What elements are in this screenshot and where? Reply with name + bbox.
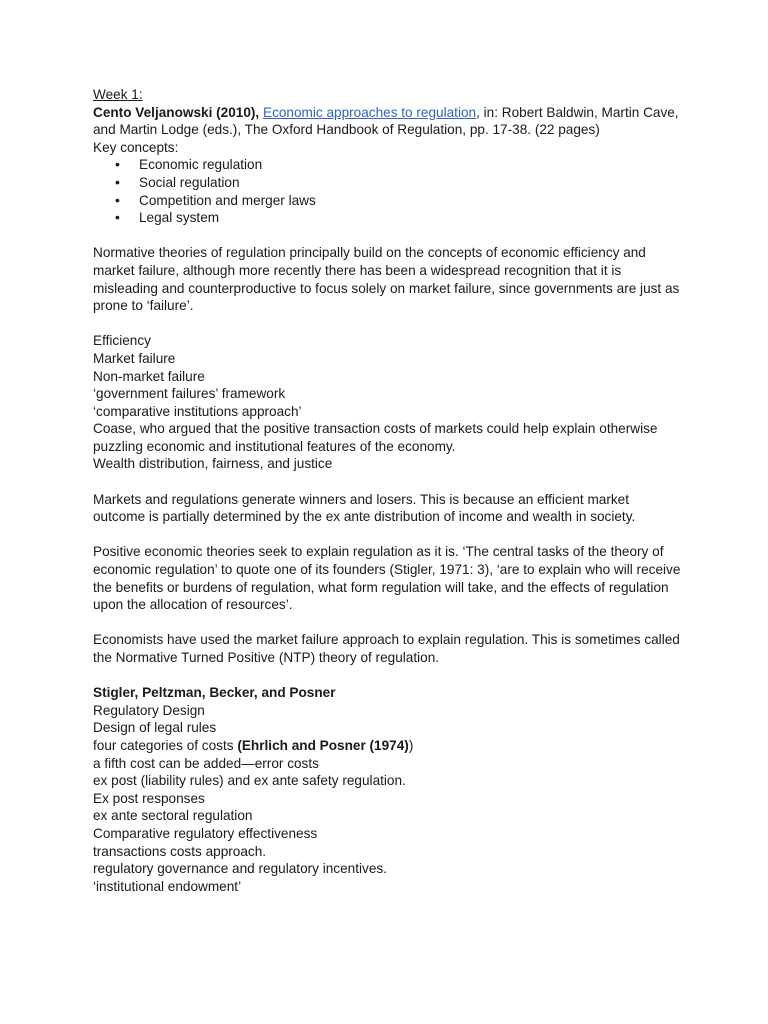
section-line: Comparative regulatory effectiveness: [93, 825, 318, 841]
section-heading: [93, 684, 683, 702]
section-heading-text: Stigler, Peltzman, Becker, and Posner: [93, 685, 336, 701]
spacer: [93, 315, 683, 333]
week-label: Week 1:: [93, 87, 143, 102]
section-line: ex post (liability rules) and ex ante safety regulation.: [93, 773, 406, 789]
section-line-four-categories: [93, 737, 683, 755]
section-line: ‘institutional endowment’: [93, 878, 242, 894]
term-line: Wealth distribution, fairness, and justice: [93, 456, 333, 472]
spacer: [93, 667, 683, 685]
term-line: Efficiency: [93, 333, 151, 349]
section-line: regulatory governance and regulatory incentives.: [93, 861, 387, 877]
four-categories-citation: (Ehrlich and Posner (1974): [237, 737, 409, 753]
key-concept-item: • Economic regulation: [115, 156, 683, 174]
four-categories-suffix: ): [408, 737, 414, 753]
section-line: Ex post responses: [93, 790, 205, 806]
citation-author-year: Cento Veljanowski (2010),: [93, 104, 260, 120]
paragraph-winners-losers: Markets and regulations generate winners and losers. This is because an efficient market outcome is partially determined by the ex ante distribution of income and wealth in society.: [93, 491, 636, 525]
spacer: [93, 526, 683, 544]
terms-block: [93, 332, 683, 473]
key-concepts-list: [93, 156, 683, 226]
key-concepts-label: Key concepts:: [93, 139, 179, 155]
term-line: ‘government failures’ framework: [93, 386, 286, 402]
paragraph-normative-theories: Normative theories of regulation principally build on the concepts of economic efficiency and market failure, although more recently there has been a widespread recognition that it is misleading and counterproductive to focus solely on market failure, since governments are just as prone to ‘failure’.: [93, 245, 680, 314]
section-line: a fifth cost can be added—error costs: [93, 755, 319, 771]
section-line: Regulatory Design: [93, 702, 205, 718]
spacer: [93, 473, 683, 491]
term-line: ‘comparative institutions approach’: [93, 403, 302, 419]
reading-link[interactable]: Economic approaches to regulation: [263, 104, 477, 120]
paragraph-ntp-theory: Economists have used the market failure approach to explain regulation. This is sometimes called the Normative Turned Positive (NTP) theory of regulation.: [93, 632, 680, 665]
four-categories-prefix: four categories of costs: [93, 737, 238, 753]
section-line: ex ante sectoral regulation: [93, 808, 253, 824]
section-line: transactions costs approach.: [93, 843, 267, 859]
paragraph-positive-theories: Positive economic theories seek to explain regulation as it is. ‘The central tasks of the theory of economic regulation’ to quote one of its founders (Stigler, 1971: 3), ‘are to explain who will receive the benefits or burdens of regulation, what form regulation will take, and the effects of regulation upon the allocation of resources’.: [93, 544, 681, 613]
key-concept-item: • Social regulation: [115, 174, 683, 192]
key-concept-item: • Legal system: [115, 209, 683, 227]
term-line: Coase, who argued that the positive transaction costs of markets could help explain otherwise puzzling economic and institutional features of the economy.: [93, 421, 662, 454]
spacer: [93, 614, 683, 632]
term-line: Non-market failure: [93, 368, 205, 384]
term-line: Market failure: [93, 350, 176, 366]
key-concept-item: • Competition and merger laws: [115, 192, 683, 210]
spacer: [93, 227, 683, 245]
citation-details: , in: Robert Baldwin, Martin Cave, and Martin Lodge (eds.), The Oxford Handbook of Regulation, pp. 17-38. (22 pages): [93, 104, 679, 138]
section-line: Design of legal rules: [93, 720, 217, 736]
citation: [93, 104, 683, 139]
document-page: [93, 86, 683, 895]
